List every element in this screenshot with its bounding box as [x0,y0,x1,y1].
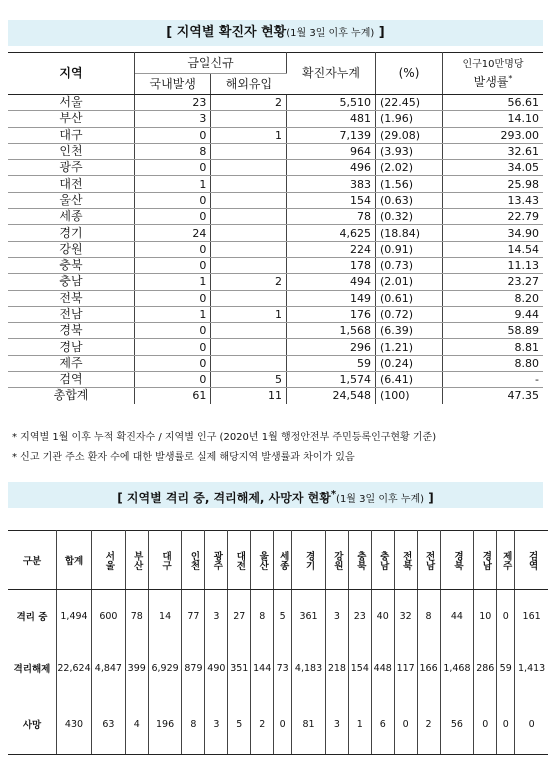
table-cell: 3 [205,694,228,755]
region-cell: 충남 [8,274,135,290]
rate-cell: 56.61 [443,95,544,111]
table-cell: 44 [440,590,474,643]
rate-cell: 34.90 [443,225,544,241]
rate-cell: 32.61 [443,143,544,159]
table-cell: 81 [292,694,326,755]
overseas-cell [211,290,287,306]
header-cell: 대구 [148,531,182,590]
table-cell: 0 [515,694,548,755]
domestic-cell: 0 [135,290,211,306]
domestic-cell: 3 [135,111,211,127]
header-cell: 경남 [474,531,497,590]
pct-cell: (1.96) [376,111,443,127]
pct-cell: (0.73) [376,257,443,273]
table-row [8,192,543,208]
table-cell: 218 [325,642,348,694]
pct-cell: (6.39) [376,323,443,339]
table-row [8,127,543,143]
pct-cell: (0.24) [376,355,443,371]
total-cell: 494 [287,274,376,290]
domestic-cell: 0 [135,323,211,339]
header-cell: 인천 [182,531,205,590]
header-pct: (%) [376,53,443,95]
total-cell: 1,574 [287,372,376,388]
region-cell: 제주 [8,355,135,371]
table-row [8,176,543,192]
region-cell: 전북 [8,290,135,306]
table-row [8,388,543,404]
table-cell: 77 [182,590,205,643]
domestic-cell: 0 [135,257,211,273]
rate-cell: 13.43 [443,192,544,208]
rate-cell: 14.10 [443,111,544,127]
rate-cell: 293.00 [443,127,544,143]
table-cell: 448 [371,642,394,694]
pct-cell: (0.32) [376,209,443,225]
total-cell: 964 [287,143,376,159]
table-row [8,642,548,694]
domestic-cell: 0 [135,192,211,208]
header-region: 지역 [8,53,135,95]
table-cell: 3 [325,694,348,755]
table-cell: 879 [182,642,205,694]
domestic-cell: 1 [135,176,211,192]
table-cell: 351 [228,642,251,694]
pct-cell: (2.02) [376,160,443,176]
table-cell: 117 [394,642,417,694]
table-row [8,590,548,643]
table-row [8,160,543,176]
table-cell: 2 [251,694,274,755]
total-cell: 154 [287,192,376,208]
domestic-cell: 1 [135,306,211,322]
region-cell: 울산 [8,192,135,208]
total-cell: 224 [287,241,376,257]
header-cell: 경기 [292,531,326,590]
overseas-cell [211,257,287,273]
region-cell: 경남 [8,339,135,355]
region-cell: 충북 [8,257,135,273]
total-cell: 149 [287,290,376,306]
table-cell: 0 [497,590,515,643]
table-cell: 59 [497,642,515,694]
header-cell: 합계 [57,531,92,590]
table-row [8,143,543,159]
table-cell: 399 [125,642,148,694]
header-cell: 경북 [440,531,474,590]
table-cell: 1,413 [518,662,546,674]
table-cell: 73 [274,642,292,694]
total-cell: 78 [287,209,376,225]
table-cell: 490 [205,642,228,694]
table-cell: 144 [251,642,274,694]
table-cell: 8 [251,590,274,643]
rate-cell: 9.44 [443,306,544,322]
region-cell: 강원 [8,241,135,257]
rate-cell: 23.27 [443,274,544,290]
overseas-cell [211,176,287,192]
overseas-cell [211,160,287,176]
table-cell: 1,494 [57,590,92,643]
table-cell: 286 [474,642,497,694]
header-cell: 서울 [92,531,126,590]
pct-cell: (6.41) [376,372,443,388]
header-cell: 충남 [371,531,394,590]
table-cell: 430 [57,694,92,755]
header-overseas: 해외유입 [211,74,287,95]
header-cell: 구분 [8,531,57,590]
table-row [8,355,543,371]
table-cell: 27 [228,590,251,643]
pct-cell: (0.91) [376,241,443,257]
overseas-cell [211,192,287,208]
total-cell: 1,568 [287,323,376,339]
overseas-cell: 2 [211,274,287,290]
overseas-cell: 1 [211,306,287,322]
table-cell: 0 [394,694,417,755]
table-cell: 78 [125,590,148,643]
region-cell: 서울 [8,95,135,111]
region-cell: 대전 [8,176,135,192]
overseas-cell [211,323,287,339]
table-row [8,306,543,322]
region-cell: 경기 [8,225,135,241]
table-cell: 0 [474,694,497,755]
footnotes [12,428,436,468]
total-cell: 496 [287,160,376,176]
row-label: 격리 중 [8,590,57,643]
overseas-cell [211,339,287,355]
overseas-cell [211,143,287,159]
row-label: 격리해제 [8,642,57,694]
region-cell: 검역 [8,372,135,388]
table-cell: 23 [348,590,371,643]
table-cell: 361 [292,590,326,643]
pct-cell: (0.61) [376,290,443,306]
header-cell: 대전 [228,531,251,590]
table-row [8,372,543,388]
domestic-cell: 61 [135,388,211,404]
table-row [8,257,543,273]
rate-cell: 11.13 [443,257,544,273]
overseas-cell: 2 [211,95,287,111]
table-cell: 8 [417,590,440,643]
domestic-cell: 24 [135,225,211,241]
overseas-cell [211,225,287,241]
table-row [8,339,543,355]
table2-title: [ 지역별 격리 중, 격리해제, 사망자 현황*(1월 3일 이후 누계) ] [8,482,543,508]
table-row [8,111,543,127]
region-cell: 광주 [8,160,135,176]
pct-cell: (18.84) [376,225,443,241]
pct-cell: (100) [376,388,443,404]
header-cell: 충북 [348,531,371,590]
table-cell: 3 [205,590,228,643]
header-cell: 세종 [274,531,292,590]
rate-cell: 8.80 [443,355,544,371]
table-cell: 1,468 [440,642,474,694]
table-cell: 0 [497,694,515,755]
header-cell: 전남 [417,531,440,590]
total-cell: 5,510 [287,95,376,111]
table-cell: 0 [274,694,292,755]
table-row [8,694,548,755]
overseas-cell [211,111,287,127]
domestic-cell: 0 [135,127,211,143]
table-cell: 154 [348,642,371,694]
region-cell: 대구 [8,127,135,143]
header-cell: 울산 [251,531,274,590]
domestic-cell: 0 [135,339,211,355]
table-cell: 166 [417,642,440,694]
table-cell: 2 [417,694,440,755]
table-cell: 3 [325,590,348,643]
rate-cell: - [443,372,544,388]
table-cell: 4,847 [92,642,126,694]
table-row [8,241,543,257]
rate-cell: 47.35 [443,388,544,404]
table-cell: 6 [371,694,394,755]
pct-cell: (0.63) [376,192,443,208]
pct-cell: (22.45) [376,95,443,111]
header-total: 확진자누계 [287,53,376,95]
overseas-cell [211,241,287,257]
table-cell: 600 [92,590,126,643]
header-cell: 강원 [325,531,348,590]
table-cell: 14 [148,590,182,643]
total-cell: 178 [287,257,376,273]
region-cell: 인천 [8,143,135,159]
domestic-cell: 1 [135,274,211,290]
total-cell: 59 [287,355,376,371]
region-cell: 전남 [8,306,135,322]
table-row [8,95,543,111]
table-row [8,225,543,241]
total-cell: 7,139 [287,127,376,143]
rate-cell: 34.05 [443,160,544,176]
overseas-cell: 5 [211,372,287,388]
rate-cell: 14.54 [443,241,544,257]
domestic-cell: 0 [135,241,211,257]
header-domestic: 국내발생 [135,74,211,95]
pct-cell: (1.21) [376,339,443,355]
domestic-cell: 0 [135,160,211,176]
table-cell: 8 [182,694,205,755]
header-today: 금일신규 [135,53,287,74]
pct-cell: (1.56) [376,176,443,192]
table-cell: 56 [440,694,474,755]
header-cell: 제주 [497,531,515,590]
table-cell: 32 [394,590,417,643]
pct-cell: (0.72) [376,306,443,322]
header-cell: 검역 [515,531,548,590]
table-row [8,209,543,225]
domestic-cell: 0 [135,355,211,371]
table-cell: 196 [148,694,182,755]
rate-cell: 8.81 [443,339,544,355]
total-cell: 176 [287,306,376,322]
footnote-2: * 신고 기관 주소 환자 수에 대한 발생률로 실제 해당지역 발생률과 차이가 있음 [12,452,355,463]
footnote-1: * 지역별 1월 이후 누적 확진자수 / 지역별 인구 (2020년 1월 행정안전부 주민등록인구현황 기준) [12,432,437,443]
region-cell: 세종 [8,209,135,225]
table-cell: 63 [92,694,126,755]
total-cell: 24,548 [287,388,376,404]
header-cell: 전북 [394,531,417,590]
table-row [8,290,543,306]
table-row [8,323,543,339]
confirmed-cases-table [8,52,543,404]
domestic-cell: 23 [135,95,211,111]
table-cell: 40 [371,590,394,643]
table-cell: 6,929 [148,642,182,694]
isolation-table [8,530,548,755]
table-cell: 22,624 [57,642,92,694]
region-cell: 부산 [8,111,135,127]
total-cell: 383 [287,176,376,192]
header-cell: 부산 [125,531,148,590]
table-cell: 4,183 [292,642,326,694]
pct-cell: (3.93) [376,143,443,159]
rate-cell: 25.98 [443,176,544,192]
total-cell: 4,625 [287,225,376,241]
total-cell: 481 [287,111,376,127]
overseas-cell: 11 [211,388,287,404]
row-label: 사망 [8,694,57,755]
table-cell: 5 [274,590,292,643]
table-cell: 5 [228,694,251,755]
total-cell: 296 [287,339,376,355]
pct-cell: (29.08) [376,127,443,143]
domestic-cell: 8 [135,143,211,159]
table1-title: [ 지역별 확진자 현황(1월 3일 이후 누계) ] [8,20,543,46]
table-cell: 4 [125,694,148,755]
region-cell: 총합계 [8,388,135,404]
header-rate: 인구10만명당 발생률* [443,53,544,95]
region-cell: 경북 [8,323,135,339]
rate-cell: 22.79 [443,209,544,225]
header-cell: 광주 [205,531,228,590]
domestic-cell: 0 [135,372,211,388]
table-cell: 10 [474,590,497,643]
pct-cell: (2.01) [376,274,443,290]
overseas-cell [211,209,287,225]
table-row [8,274,543,290]
table-cell: 1 [348,694,371,755]
overseas-cell: 1 [211,127,287,143]
table-cell: 161 [522,610,541,622]
rate-cell: 58.89 [443,323,544,339]
overseas-cell [211,355,287,371]
rate-cell: 8.20 [443,290,544,306]
domestic-cell: 0 [135,209,211,225]
